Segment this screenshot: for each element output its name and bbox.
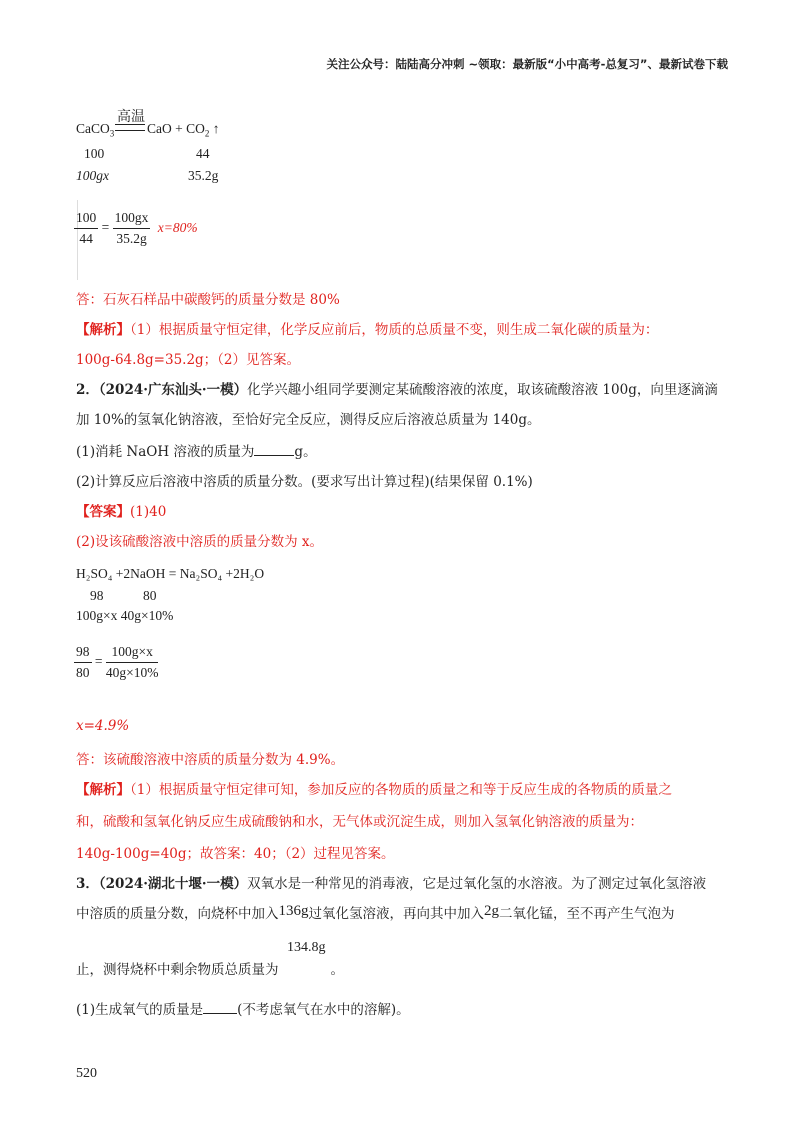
- value-136g: 136g: [278, 903, 309, 919]
- result-2: x=4.9%: [76, 718, 130, 734]
- ratio-numerator: 100: [74, 210, 98, 229]
- molar-mass-1: 100: [84, 146, 105, 161]
- question-3-sub1: [76, 998, 410, 1018]
- ratio-denominator: 44: [79, 231, 93, 246]
- question-text: 。: [330, 962, 344, 978]
- gas-arrow-icon: ↑: [212, 121, 220, 136]
- sub-question-text: (1)生成氧气的质量是: [76, 1002, 204, 1018]
- question-text: 止，测得烧杯中剩余物质总质量为: [76, 962, 279, 978]
- page-header: 关注公众号：陆陆高分冲刺 ~领取：最新版“小中高考-总复习”、最新试卷下载: [326, 57, 728, 71]
- answer-tag: 【答案】: [76, 504, 130, 520]
- question-source: （2024·湖北十堰·一模）: [98, 876, 248, 892]
- answer-text: (1)40: [130, 504, 167, 520]
- sub-question-text: (不考虑氧气在水中的溶解)。: [237, 1002, 410, 1018]
- ratio-equals: =: [94, 653, 103, 669]
- product: CaO + CO: [147, 121, 205, 136]
- answer-2-text: 答：该硫酸溶液中溶质的质量分数为 4.9%。: [76, 752, 345, 768]
- question-text: 过氧化氢溶液，再向其中加入: [308, 906, 484, 922]
- value-134-8g: 134.8g: [287, 940, 326, 955]
- analysis-text: （1）根据质量守恒定律可知，参加反应的各物质的质量之和等于反应生成的各物质的质量之: [130, 782, 672, 798]
- question-3-line3: [76, 958, 344, 978]
- molar-mass-h2so4: 98: [90, 588, 104, 603]
- molar-mass-naoh: 80: [143, 588, 157, 603]
- question-2-sub1: [76, 440, 317, 460]
- equation-2-values: 100g×x 40g×10%: [76, 608, 174, 623]
- sub-question-unit: g。: [294, 444, 317, 460]
- equation-1-products: [147, 121, 220, 139]
- question-source: （2024·广东汕头·一模）: [98, 382, 248, 398]
- ratio-denominator: 35.2g: [116, 231, 147, 246]
- value-2: 35.2g: [188, 168, 219, 183]
- analysis-2-line3: 140g-100g=40g；故答案：40；（2）过程见答案。: [76, 846, 395, 862]
- question-text: 双氧水是一种常见的消毒液，它是过氧化氢的水溶液。为了测定过氧化氢溶液: [247, 876, 707, 892]
- answer-blank: [203, 1001, 237, 1014]
- sub-question-text: (1)消耗 NaOH 溶液的质量为: [76, 444, 255, 460]
- answer-2-part1: [76, 500, 166, 520]
- question-2-line1: [76, 378, 718, 398]
- analysis-1-line1: [76, 318, 658, 338]
- reactant: CaCO: [76, 121, 110, 136]
- analysis-text: （1）根据质量守恒定律，化学反应前后，物质的总质量不变，则生成二氧化碳的质量为：: [130, 322, 659, 338]
- analysis-tag: 【解析】: [76, 322, 130, 338]
- analysis-2-line1: [76, 778, 672, 798]
- ratio-result: x=80%: [157, 219, 198, 235]
- equation-2: H₂SO₄ +2NaOH = Na₂SO₄ +2H₂O: [76, 566, 265, 581]
- question-2-line2: 加 10%的氢氧化钠溶液，至恰好完全反应，测得反应后溶液总质量为 140g。: [76, 412, 541, 428]
- product-subscript: 2: [204, 128, 210, 139]
- reaction-condition: 高温: [117, 110, 145, 125]
- answer-1: 答：石灰石样品中碳酸钙的质量分数是 80%: [76, 292, 340, 308]
- question-text: 二氧化锰，至不再产生气泡为: [499, 906, 675, 922]
- question-number: 2．: [76, 382, 99, 398]
- value-2g: 2g: [484, 903, 499, 919]
- page-number: 520: [76, 1066, 97, 1081]
- value-1: 100gx: [76, 168, 109, 183]
- equation-1: [76, 121, 114, 139]
- answer-2-part2: (2)设该硫酸溶液中溶质的质量分数为 x。: [76, 534, 324, 550]
- question-3-line1: [76, 872, 706, 892]
- ratio-1: [74, 210, 198, 247]
- ratio-numerator: 100g×x: [106, 644, 159, 663]
- ratio-denominator: 40g×10%: [105, 665, 159, 680]
- ratio-numerator: 98: [74, 644, 92, 663]
- question-number: 3．: [76, 876, 99, 892]
- question-3-line2: [76, 902, 675, 923]
- ratio-denominator: 80: [76, 665, 90, 680]
- equals-sign: [115, 124, 145, 131]
- question-text: 中溶质的质量分数，向烧杯中加入: [76, 906, 279, 922]
- analysis-2-line2: 和，硫酸和氢氧化钠反应生成硫酸钠和水，无气体或沉淀生成，则加入氢氧化钠溶液的质量为：: [76, 814, 643, 830]
- answer-blank: [254, 443, 294, 456]
- question-text: 化学兴趣小组同学要测定某硫酸溶液的浓度，取该硫酸溶液 100g，向里逐滴滴: [247, 382, 718, 398]
- reactant-subscript: 3: [109, 128, 115, 139]
- molar-mass-2: 44: [196, 146, 210, 161]
- ratio-2: [74, 644, 158, 681]
- question-2-sub2: (2)计算反应后溶液中溶质的质量分数。(要求写出计算过程)(结果保留 0.1%): [76, 474, 533, 490]
- analysis-tag: 【解析】: [76, 782, 130, 798]
- ratio-equals: =: [101, 219, 110, 235]
- analysis-1-line2: 100g-64.8g=35.2g；（2）见答案。: [76, 352, 301, 368]
- ratio-numerator: 100gx: [113, 210, 151, 229]
